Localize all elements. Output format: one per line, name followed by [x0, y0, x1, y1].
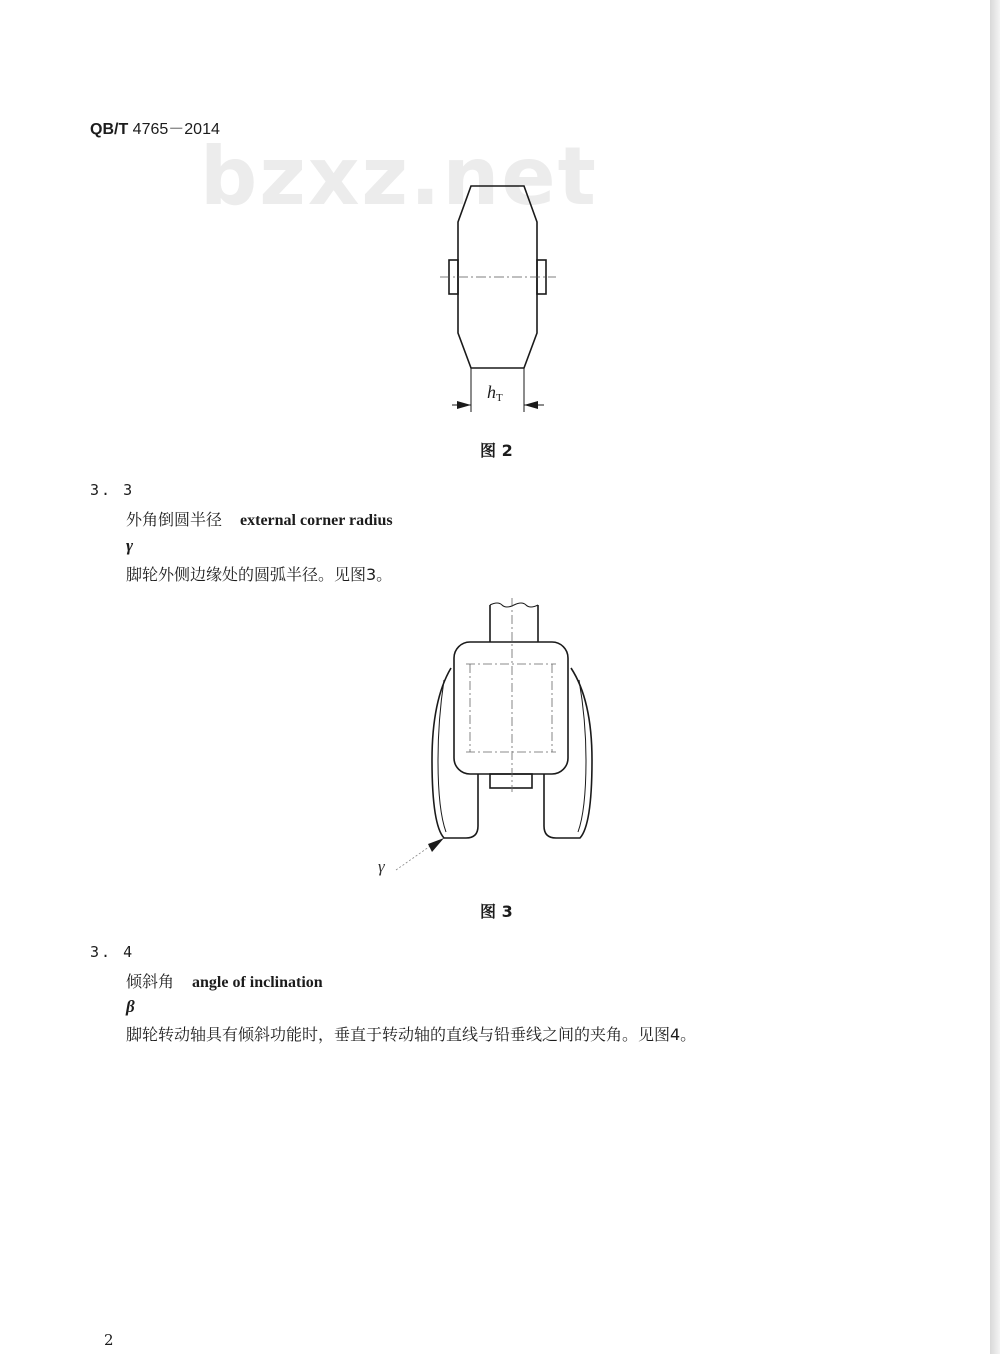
clause-3-4-symbol: β [126, 997, 135, 1016]
term-zh: 外角倒圆半径 [126, 510, 223, 529]
figure-3-radius-label: γ [378, 857, 385, 876]
clause-3-3-number: 3. 3 [90, 481, 135, 499]
standard-number: 4765－2014 [132, 121, 220, 138]
page-number: 2 [104, 1331, 114, 1349]
page-edge-shadow [990, 0, 1000, 1354]
watermark: bzxz.net [200, 130, 598, 223]
fork-body [454, 642, 568, 774]
clause-3-4-term [126, 969, 323, 992]
figure-2-caption: 图 2 [480, 441, 513, 460]
term-en: external corner radius [240, 512, 393, 529]
clause-3-4-number: 3. 4 [90, 943, 135, 961]
clause-3-4-definition: 脚轮转动轴具有倾斜功能时，垂直于转动轴的直线与铅垂线之间的夹角。见图4。 [126, 1025, 697, 1044]
term-zh: 倾斜角 [126, 972, 175, 991]
term-en: angle of inclination [192, 974, 323, 991]
standard-prefix: QB/T [90, 121, 129, 138]
radius-arrow [428, 838, 444, 852]
dimension-subscript: T [496, 392, 503, 404]
dimension-label: h [487, 382, 496, 402]
clause-3-3-symbol: γ [126, 536, 134, 555]
axle-block [490, 774, 532, 788]
left-wheel [432, 668, 478, 838]
clause-3-3-definition: 脚轮外侧边缘处的圆弧半径。见图3。 [126, 565, 393, 584]
figure-3-caption: 图 3 [480, 902, 513, 921]
